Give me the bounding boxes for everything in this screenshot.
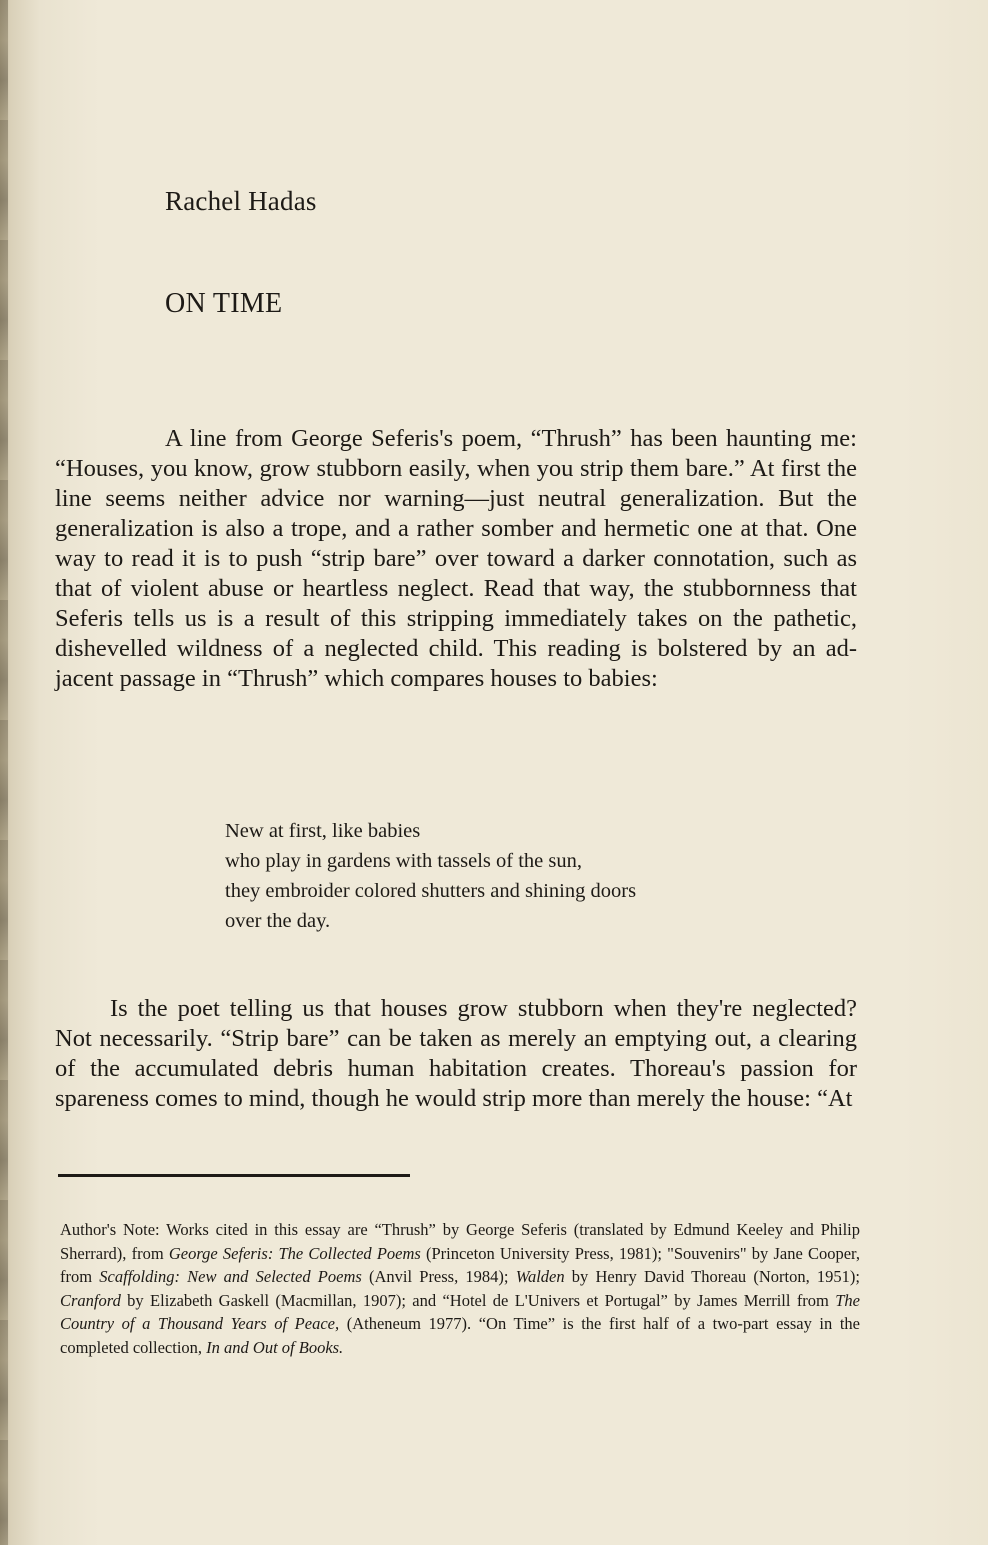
page-binding-edge (0, 0, 8, 1545)
note-text: Author's Note: Works cited in this essay are “Thrush” by George Seferis (translated by Edmund Keeley and Philip Sherrard), from (60, 1220, 860, 1263)
note-text: (Princeton University Press, 1981); "Souvenirs" by Jane Cooper, from (60, 1243, 860, 1286)
footnote-rule (58, 1174, 410, 1177)
quoted-verse (225, 816, 636, 936)
note-title: Cranford (60, 1290, 121, 1310)
author-name: Rachel Hadas (165, 186, 317, 216)
authors-note (60, 1218, 860, 1359)
body-paragraph-1: A line from George Seferis's poem, “Thrush” has been haunting me: “Houses, you know, grow stubborn easily, when you strip them bare.” At first the line seems neither advice nor warning—just neutral generalization. But the generalization is also a trope, and a rather somber and hermetic one at that. One way to read it is to push “strip bare” over toward a darker connotation, such as that of violent abuse or heartless neglect. Read that way, the stubbornness that Seferis tells us is a result of this stripping immediately takes on the pathetic, dishevelled wildness of a neglected child. This reading is bolstered by an ad-jacent passage in “Thrush” which compares houses to babies: (55, 425, 857, 692)
note-text: (Atheneum 1977). “On Time” is the first half of a two-part essay in the completed collection, (60, 1314, 860, 1357)
note-title: Walden (515, 1267, 565, 1286)
note-title: Scaffolding: New and Selected Poems (99, 1267, 362, 1286)
note-title: The Country of a Thousand Years of Peace, (60, 1290, 860, 1333)
verse-line: they embroider colored shutters and shining doors (225, 880, 637, 902)
verse-line: over the day. (225, 910, 331, 932)
note-text: (Anvil Press, 1984); (361, 1267, 516, 1286)
verse-line: who play in gardens with tassels of the sun, (225, 850, 582, 872)
body-paragraph-2: Is the poet telling us that houses grow stubborn when they're neglected? Not necessarily. “Strip bare” can be taken as merely an emptying out, a clearing of the accumulated debris human habitation creates. Thoreau's passion for spareness comes to mind, though he would strip more than merely the house: “At (55, 995, 857, 1112)
note-title: In and Out of Books. (206, 1337, 344, 1357)
essay-title: ON TIME (165, 288, 283, 319)
note-text: by Henry David Thoreau (Norton, 1951); (564, 1267, 860, 1286)
note-text: by Elizabeth Gaskell (Macmillan, 1907); and “Hotel de L'Univers et Portugal” by James Merrill from (120, 1290, 836, 1310)
verse-line: New at first, like babies (225, 820, 421, 842)
note-title: George Seferis: The Collected Poems (168, 1243, 421, 1263)
